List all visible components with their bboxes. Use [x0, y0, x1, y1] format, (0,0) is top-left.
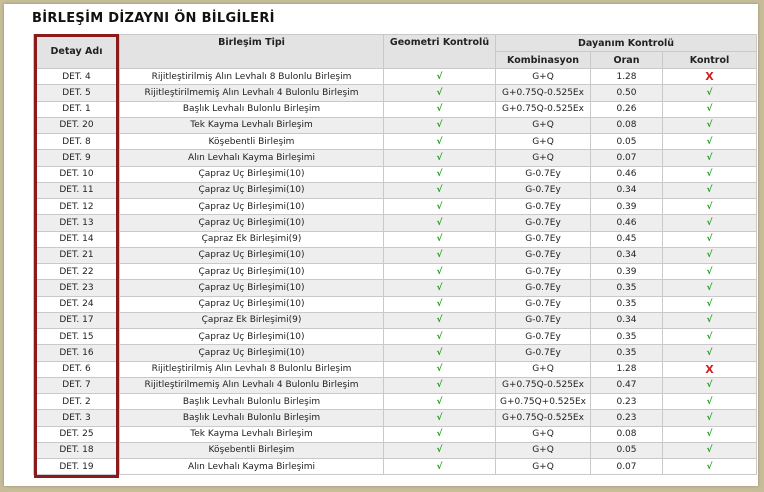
table-cell: [384, 329, 496, 345]
pass-check-icon: √: [706, 201, 713, 212]
table-row: [34, 296, 757, 312]
cell-kombinasyon: G-0.7Ey: [496, 280, 591, 296]
cell-birlesim-tipi: Çapraz Uç Birleşimi(10): [120, 280, 384, 296]
table-row: [34, 361, 757, 377]
table-cell: [663, 394, 757, 410]
table-cell: [663, 280, 757, 296]
header-dayanim-kontrolu: Dayanım Kontrolü: [496, 35, 757, 52]
geometry-check-icon: √: [436, 380, 443, 391]
table-row: [34, 215, 757, 231]
header-birlesim-tipi: Birleşim Tipi: [120, 35, 384, 69]
cell-detay-adi: DET. 13: [34, 215, 120, 231]
pass-check-icon: √: [706, 87, 713, 98]
table-cell: [384, 459, 496, 475]
table-cell: [384, 410, 496, 426]
cell-oran: 0.35: [591, 345, 663, 361]
header-oran: Oran: [591, 52, 663, 69]
table-cell: [663, 361, 757, 377]
cell-birlesim-tipi: Çapraz Ek Birleşimi(9): [120, 231, 384, 247]
cell-kombinasyon: G-0.7Ey: [496, 199, 591, 215]
cell-detay-adi: DET. 6: [34, 361, 120, 377]
cell-oran: 0.35: [591, 280, 663, 296]
cell-oran: 0.05: [591, 134, 663, 150]
pass-check-icon: √: [706, 331, 713, 342]
table-row: [34, 231, 757, 247]
fail-cross-icon: X: [705, 362, 714, 376]
cell-kombinasyon: G+Q: [496, 134, 591, 150]
cell-kombinasyon: G+0.75Q-0.525Ex: [496, 85, 591, 101]
table-cell: [663, 166, 757, 182]
geometry-check-icon: √: [436, 445, 443, 456]
table-cell: [663, 426, 757, 442]
table-row: [34, 166, 757, 182]
cell-kombinasyon: G-0.7Ey: [496, 231, 591, 247]
cell-oran: 0.23: [591, 410, 663, 426]
cell-birlesim-tipi: Çapraz Uç Birleşimi(10): [120, 215, 384, 231]
table-cell: [663, 312, 757, 328]
geometry-check-icon: √: [436, 282, 443, 293]
cell-kombinasyon: G+Q: [496, 69, 591, 85]
cell-kombinasyon: G+Q: [496, 426, 591, 442]
cell-kombinasyon: G+Q: [496, 459, 591, 475]
cell-kombinasyon: G-0.7Ey: [496, 182, 591, 198]
cell-detay-adi: DET. 12: [34, 199, 120, 215]
cell-detay-adi: DET. 2: [34, 394, 120, 410]
table-cell: [384, 231, 496, 247]
cell-detay-adi: DET. 18: [34, 442, 120, 458]
table-row: [34, 410, 757, 426]
table-cell: [663, 264, 757, 280]
cell-oran: 1.28: [591, 361, 663, 377]
pass-check-icon: √: [706, 120, 713, 131]
table-cell: [663, 329, 757, 345]
page-title: BİRLEŞİM DİZAYNI ÖN BİLGİLERİ: [32, 11, 275, 26]
header-kontrol: Kontrol: [663, 52, 757, 69]
header-detay-adi: Detay Adı: [34, 35, 120, 69]
connection-design-table: [33, 34, 757, 475]
fail-cross-icon: X: [705, 70, 714, 84]
cell-kombinasyon: G+Q: [496, 442, 591, 458]
cell-detay-adi: DET. 17: [34, 312, 120, 328]
geometry-check-icon: √: [436, 299, 443, 310]
cell-oran: 0.50: [591, 85, 663, 101]
geometry-check-icon: √: [436, 364, 443, 375]
table-cell: [384, 361, 496, 377]
cell-birlesim-tipi: Çapraz Uç Birleşimi(10): [120, 199, 384, 215]
table-cell: [384, 150, 496, 166]
table-row: [34, 85, 757, 101]
table-cell: [384, 312, 496, 328]
table-cell: [384, 296, 496, 312]
table-row: [34, 345, 757, 361]
table-cell: [384, 394, 496, 410]
pass-check-icon: √: [706, 396, 713, 407]
pass-check-icon: √: [706, 315, 713, 326]
pass-check-icon: √: [706, 104, 713, 115]
table-cell: [663, 296, 757, 312]
cell-kombinasyon: G-0.7Ey: [496, 296, 591, 312]
cell-oran: 0.34: [591, 247, 663, 263]
table-row: [34, 442, 757, 458]
cell-birlesim-tipi: Köşebentli Birleşim: [120, 134, 384, 150]
table-cell: [384, 345, 496, 361]
table-row: [34, 69, 757, 85]
cell-detay-adi: DET. 23: [34, 280, 120, 296]
table-cell: [663, 150, 757, 166]
table-cell: [384, 101, 496, 117]
pass-check-icon: √: [706, 266, 713, 277]
table-cell: [663, 69, 757, 85]
cell-detay-adi: DET. 19: [34, 459, 120, 475]
cell-oran: 0.05: [591, 442, 663, 458]
table-cell: [384, 442, 496, 458]
cell-oran: 0.46: [591, 215, 663, 231]
cell-oran: 0.08: [591, 426, 663, 442]
table-cell: [384, 426, 496, 442]
table-cell: [384, 199, 496, 215]
cell-kombinasyon: G+Q: [496, 361, 591, 377]
cell-kombinasyon: G-0.7Ey: [496, 264, 591, 280]
cell-birlesim-tipi: Çapraz Uç Birleşimi(10): [120, 182, 384, 198]
cell-oran: 0.23: [591, 394, 663, 410]
geometry-check-icon: √: [436, 120, 443, 131]
geometry-check-icon: √: [436, 217, 443, 228]
geometry-check-icon: √: [436, 266, 443, 277]
cell-oran: 0.07: [591, 459, 663, 475]
pass-check-icon: √: [706, 136, 713, 147]
pass-check-icon: √: [706, 445, 713, 456]
cell-oran: 0.39: [591, 199, 663, 215]
table-cell: [663, 231, 757, 247]
table-cell: [663, 247, 757, 263]
geometry-check-icon: √: [436, 104, 443, 115]
pass-check-icon: √: [706, 299, 713, 310]
cell-detay-adi: DET. 4: [34, 69, 120, 85]
table-cell: [663, 199, 757, 215]
table-cell: [663, 410, 757, 426]
pass-check-icon: √: [706, 250, 713, 261]
pass-check-icon: √: [706, 347, 713, 358]
cell-kombinasyon: G-0.7Ey: [496, 329, 591, 345]
cell-oran: 0.08: [591, 117, 663, 133]
cell-detay-adi: DET. 21: [34, 247, 120, 263]
cell-oran: 0.39: [591, 264, 663, 280]
table-cell: [384, 134, 496, 150]
cell-kombinasyon: G+0.75Q-0.525Ex: [496, 410, 591, 426]
table-cell: [384, 264, 496, 280]
cell-kombinasyon: G+0.75Q-0.525Ex: [496, 101, 591, 117]
cell-detay-adi: DET. 11: [34, 182, 120, 198]
cell-birlesim-tipi: Rijitleştirilmemiş Alın Levhalı 4 Bulonlu Birleşim: [120, 377, 384, 393]
geometry-check-icon: √: [436, 412, 443, 423]
table-row: [34, 459, 757, 475]
table-row: [34, 264, 757, 280]
geometry-check-icon: √: [436, 234, 443, 245]
cell-kombinasyon: G+0.75Q+0.525Ex: [496, 394, 591, 410]
cell-oran: 0.46: [591, 166, 663, 182]
pass-check-icon: √: [706, 217, 713, 228]
cell-kombinasyon: G-0.7Ey: [496, 345, 591, 361]
cell-birlesim-tipi: Çapraz Uç Birleşimi(10): [120, 329, 384, 345]
table-row: [34, 247, 757, 263]
cell-detay-adi: DET. 8: [34, 134, 120, 150]
geometry-check-icon: √: [436, 152, 443, 163]
table-row: [34, 280, 757, 296]
cell-kombinasyon: G+0.75Q-0.525Ex: [496, 377, 591, 393]
geometry-check-icon: √: [436, 201, 443, 212]
geometry-check-icon: √: [436, 250, 443, 261]
cell-kombinasyon: G+Q: [496, 150, 591, 166]
table-cell: [384, 166, 496, 182]
geometry-check-icon: √: [436, 461, 443, 472]
cell-oran: 0.35: [591, 329, 663, 345]
cell-birlesim-tipi: Başlık Levhalı Bulonlu Birleşim: [120, 101, 384, 117]
table-cell: [663, 85, 757, 101]
cell-detay-adi: DET. 9: [34, 150, 120, 166]
geometry-check-icon: √: [436, 347, 443, 358]
geometry-check-icon: √: [436, 185, 443, 196]
cell-oran: 0.45: [591, 231, 663, 247]
cell-detay-adi: DET. 22: [34, 264, 120, 280]
cell-detay-adi: DET. 24: [34, 296, 120, 312]
pass-check-icon: √: [706, 429, 713, 440]
cell-birlesim-tipi: Tek Kayma Levhalı Birleşim: [120, 426, 384, 442]
pass-check-icon: √: [706, 152, 713, 163]
cell-oran: 0.07: [591, 150, 663, 166]
cell-detay-adi: DET. 7: [34, 377, 120, 393]
cell-birlesim-tipi: Köşebentli Birleşim: [120, 442, 384, 458]
cell-birlesim-tipi: Çapraz Uç Birleşimi(10): [120, 296, 384, 312]
geometry-check-icon: √: [436, 169, 443, 180]
cell-oran: 0.34: [591, 182, 663, 198]
table-cell: [663, 442, 757, 458]
pass-check-icon: √: [706, 234, 713, 245]
cell-kombinasyon: G-0.7Ey: [496, 312, 591, 328]
geometry-check-icon: √: [436, 429, 443, 440]
geometry-check-icon: √: [436, 331, 443, 342]
pass-check-icon: √: [706, 185, 713, 196]
table-row: [34, 426, 757, 442]
table-row: [34, 117, 757, 133]
cell-detay-adi: DET. 15: [34, 329, 120, 345]
table-cell: [663, 345, 757, 361]
table-cell: [384, 182, 496, 198]
pass-check-icon: √: [706, 282, 713, 293]
cell-birlesim-tipi: Tek Kayma Levhalı Birleşim: [120, 117, 384, 133]
table-cell: [663, 101, 757, 117]
header-kombinasyon: Kombinasyon: [496, 52, 591, 69]
table-row: [34, 377, 757, 393]
table-cell: [663, 117, 757, 133]
cell-detay-adi: DET. 5: [34, 85, 120, 101]
cell-birlesim-tipi: Çapraz Uç Birleşimi(10): [120, 166, 384, 182]
cell-detay-adi: DET. 14: [34, 231, 120, 247]
cell-birlesim-tipi: Rijitleştirilmemiş Alın Levhalı 4 Bulonlu Birleşim: [120, 85, 384, 101]
cell-birlesim-tipi: Başlık Levhalı Bulonlu Birleşim: [120, 410, 384, 426]
cell-birlesim-tipi: Rijitleştirilmiş Alın Levhalı 8 Bulonlu Birleşim: [120, 69, 384, 85]
header-geometri-kontrolu: Geometri Kontrolü: [384, 35, 496, 69]
table-cell: [384, 215, 496, 231]
cell-birlesim-tipi: Çapraz Uç Birleşimi(10): [120, 264, 384, 280]
cell-birlesim-tipi: Çapraz Ek Birleşimi(9): [120, 312, 384, 328]
table-cell: [384, 377, 496, 393]
table-row: [34, 199, 757, 215]
geometry-check-icon: √: [436, 136, 443, 147]
table-row: [34, 329, 757, 345]
geometry-check-icon: √: [436, 315, 443, 326]
cell-birlesim-tipi: Alın Levhalı Kayma Birleşimi: [120, 150, 384, 166]
geometry-check-icon: √: [436, 396, 443, 407]
table-row: [34, 394, 757, 410]
cell-birlesim-tipi: Çapraz Uç Birleşimi(10): [120, 345, 384, 361]
cell-kombinasyon: G+Q: [496, 117, 591, 133]
pass-check-icon: √: [706, 380, 713, 391]
table-row: [34, 312, 757, 328]
cell-kombinasyon: G-0.7Ey: [496, 247, 591, 263]
table-cell: [663, 377, 757, 393]
table-cell: [663, 459, 757, 475]
geometry-check-icon: √: [436, 71, 443, 82]
table-row: [34, 182, 757, 198]
cell-detay-adi: DET. 25: [34, 426, 120, 442]
cell-oran: 0.26: [591, 101, 663, 117]
table-cell: [663, 134, 757, 150]
table-cell: [663, 215, 757, 231]
cell-detay-adi: DET. 3: [34, 410, 120, 426]
pass-check-icon: √: [706, 169, 713, 180]
table-row: [34, 134, 757, 150]
cell-kombinasyon: G-0.7Ey: [496, 166, 591, 182]
cell-detay-adi: DET. 16: [34, 345, 120, 361]
cell-detay-adi: DET. 10: [34, 166, 120, 182]
table-cell: [384, 247, 496, 263]
cell-oran: 0.35: [591, 296, 663, 312]
cell-birlesim-tipi: Alın Levhalı Kayma Birleşimi: [120, 459, 384, 475]
cell-birlesim-tipi: Başlık Levhalı Bulonlu Birleşim: [120, 394, 384, 410]
cell-oran: 1.28: [591, 69, 663, 85]
cell-detay-adi: DET. 1: [34, 101, 120, 117]
table-row: [34, 101, 757, 117]
cell-detay-adi: DET. 20: [34, 117, 120, 133]
cell-kombinasyon: G-0.7Ey: [496, 215, 591, 231]
pass-check-icon: √: [706, 412, 713, 423]
table-cell: [663, 182, 757, 198]
cell-birlesim-tipi: Çapraz Uç Birleşimi(10): [120, 247, 384, 263]
table-row: [34, 150, 757, 166]
cell-birlesim-tipi: Rijitleştirilmiş Alın Levhalı 8 Bulonlu Birleşim: [120, 361, 384, 377]
geometry-check-icon: √: [436, 87, 443, 98]
pass-check-icon: √: [706, 461, 713, 472]
table-cell: [384, 117, 496, 133]
table-cell: [384, 280, 496, 296]
cell-oran: 0.47: [591, 377, 663, 393]
table-cell: [384, 69, 496, 85]
cell-oran: 0.34: [591, 312, 663, 328]
table-cell: [384, 85, 496, 101]
